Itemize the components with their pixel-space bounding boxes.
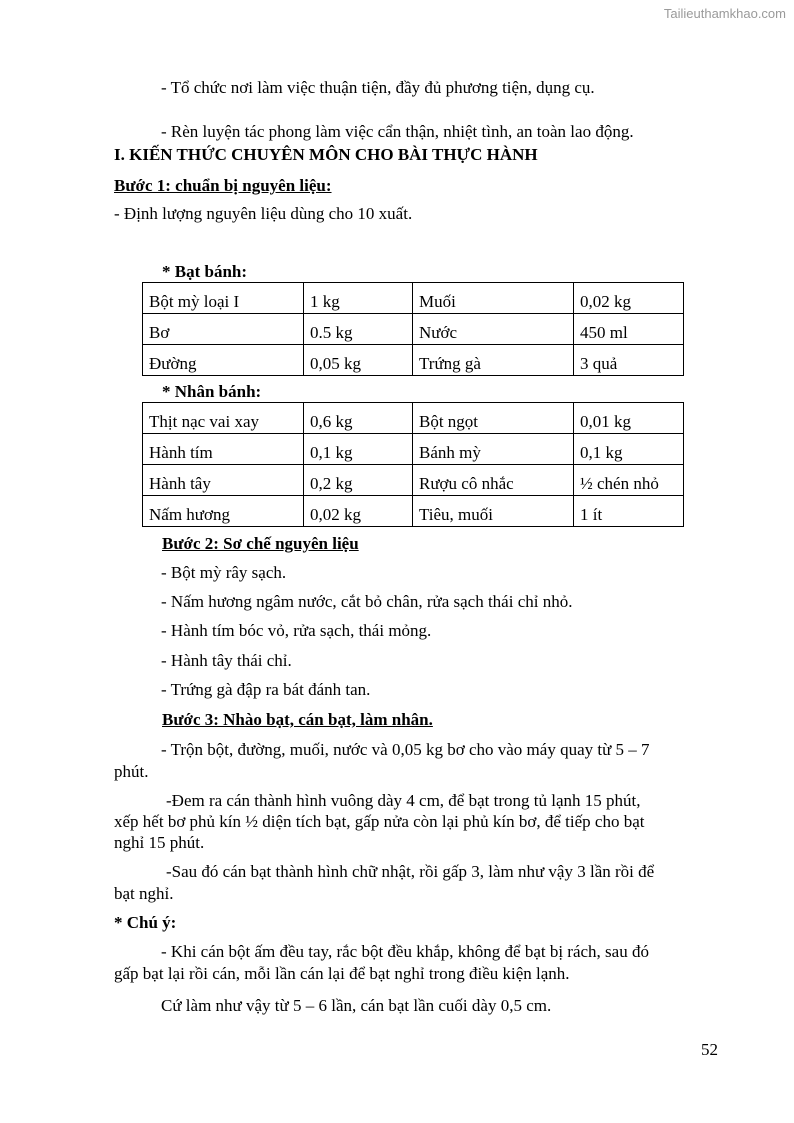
- step1-heading: Bước 1: chuẩn bị nguyên liệu:: [114, 176, 332, 195]
- table-row: [143, 403, 684, 434]
- table-cell: 0,2 kg: [304, 465, 413, 496]
- table-cell: 0,02 kg: [574, 283, 684, 314]
- table-cell: 0,01 kg: [574, 403, 684, 434]
- table-cell: Bánh mỳ: [413, 434, 574, 465]
- paragraph-line: Cứ làm như vậy từ 5 – 6 lần, cán bạt lần cuối dày 0,5 cm.: [161, 996, 552, 1015]
- paragraph-line: xếp hết bơ phủ kín ½ diện tích bạt, gấp nửa còn lại phủ kín bơ, để tiếp cho bạt: [114, 812, 645, 831]
- paragraph-line: phút.: [114, 762, 149, 781]
- table-cell: 0,1 kg: [574, 434, 684, 465]
- table-cell: Thịt nạc vai xay: [143, 403, 304, 434]
- table-cell: 0,1 kg: [304, 434, 413, 465]
- paragraph-line: - Khi cán bột ấm đều tay, rắc bột đều khắp, không để bạt bị rách, sau đó: [161, 942, 649, 961]
- intro-line: - Rèn luyện tác phong làm việc cẩn thận, nhiệt tình, an toàn lao động.: [161, 122, 634, 141]
- table-cell: Trứng gà: [413, 345, 574, 376]
- list-item: - Trứng gà đập ra bát đánh tan.: [161, 680, 371, 699]
- paragraph-line: nghỉ 15 phút.: [114, 833, 205, 852]
- step3-heading: Bước 3: Nhào bạt, cán bạt, làm nhân.: [162, 710, 433, 729]
- table-row: [143, 496, 684, 527]
- crust-heading: * Bạt bánh:: [162, 262, 248, 281]
- table-row: [143, 434, 684, 465]
- table-cell: Nước: [413, 314, 574, 345]
- table-cell: 0,02 kg: [304, 496, 413, 527]
- section-title: I. KIẾN THỨC CHUYÊN MÔN CHO BÀI THỰC HÀNH: [114, 145, 538, 164]
- table-cell: ½ chén nhỏ: [574, 465, 684, 496]
- filling-heading: * Nhân bánh:: [162, 382, 262, 401]
- paragraph-line: - Trộn bột, đường, muối, nước và 0,05 kg bơ cho vào máy quay từ 5 – 7: [161, 740, 650, 759]
- list-item: - Hành tây thái chỉ.: [161, 651, 292, 670]
- note-heading: * Chú ý:: [114, 913, 177, 932]
- table-cell: Hành tím: [143, 434, 304, 465]
- paragraph-line: -Sau đó cán bạt thành hình chữ nhật, rồi gấp 3, làm như vậy 3 lần rồi để: [166, 862, 655, 881]
- table-cell: Nấm hương: [143, 496, 304, 527]
- table-cell: 0,6 kg: [304, 403, 413, 434]
- table-cell: Đường: [143, 345, 304, 376]
- table-cell: Rượu cô nhắc: [413, 465, 574, 496]
- table-row: [143, 314, 684, 345]
- table-cell: 1 kg: [304, 283, 413, 314]
- step1-note: - Định lượng nguyên liệu dùng cho 10 xuất.: [114, 204, 413, 223]
- table-cell: 3 quả: [574, 345, 684, 376]
- page-number: 52: [701, 1040, 718, 1059]
- crust-table: [142, 282, 684, 376]
- table-cell: 450 ml: [574, 314, 684, 345]
- table-cell: 0,05 kg: [304, 345, 413, 376]
- paragraph-line: bạt nghỉ.: [114, 884, 174, 903]
- filling-table: [142, 402, 684, 527]
- table-cell: Bột mỳ loại I: [143, 283, 304, 314]
- table-row: [143, 465, 684, 496]
- watermark: Tailieuthamkhao.com: [663, 6, 786, 21]
- table-cell: Hành tây: [143, 465, 304, 496]
- list-item: - Hành tím bóc vỏ, rửa sạch, thái mỏng.: [161, 621, 432, 640]
- table-cell: 0.5 kg: [304, 314, 413, 345]
- paragraph-line: -Đem ra cán thành hình vuông dày 4 cm, để bạt trong tủ lạnh 15 phút,: [166, 791, 641, 810]
- table-cell: Tiêu, muối: [413, 496, 574, 527]
- paragraph-line: gấp bạt lại rồi cán, mỗi lần cán lại để bạt nghỉ trong điều kiện lạnh.: [114, 964, 570, 983]
- table-row: [143, 345, 684, 376]
- table-cell: 1 ít: [574, 496, 684, 527]
- intro-line: - Tổ chức nơi làm việc thuận tiện, đầy đủ phương tiện, dụng cụ.: [161, 78, 595, 97]
- table-cell: Bơ: [143, 314, 304, 345]
- table-cell: Muối: [413, 283, 574, 314]
- list-item: - Bột mỳ rây sạch.: [161, 563, 287, 582]
- step2-heading: Bước 2: Sơ chế nguyên liệu: [162, 534, 359, 553]
- table-row: [143, 283, 684, 314]
- table-cell: Bột ngọt: [413, 403, 574, 434]
- list-item: - Nấm hương ngâm nước, cắt bỏ chân, rửa sạch thái chỉ nhỏ.: [161, 592, 573, 611]
